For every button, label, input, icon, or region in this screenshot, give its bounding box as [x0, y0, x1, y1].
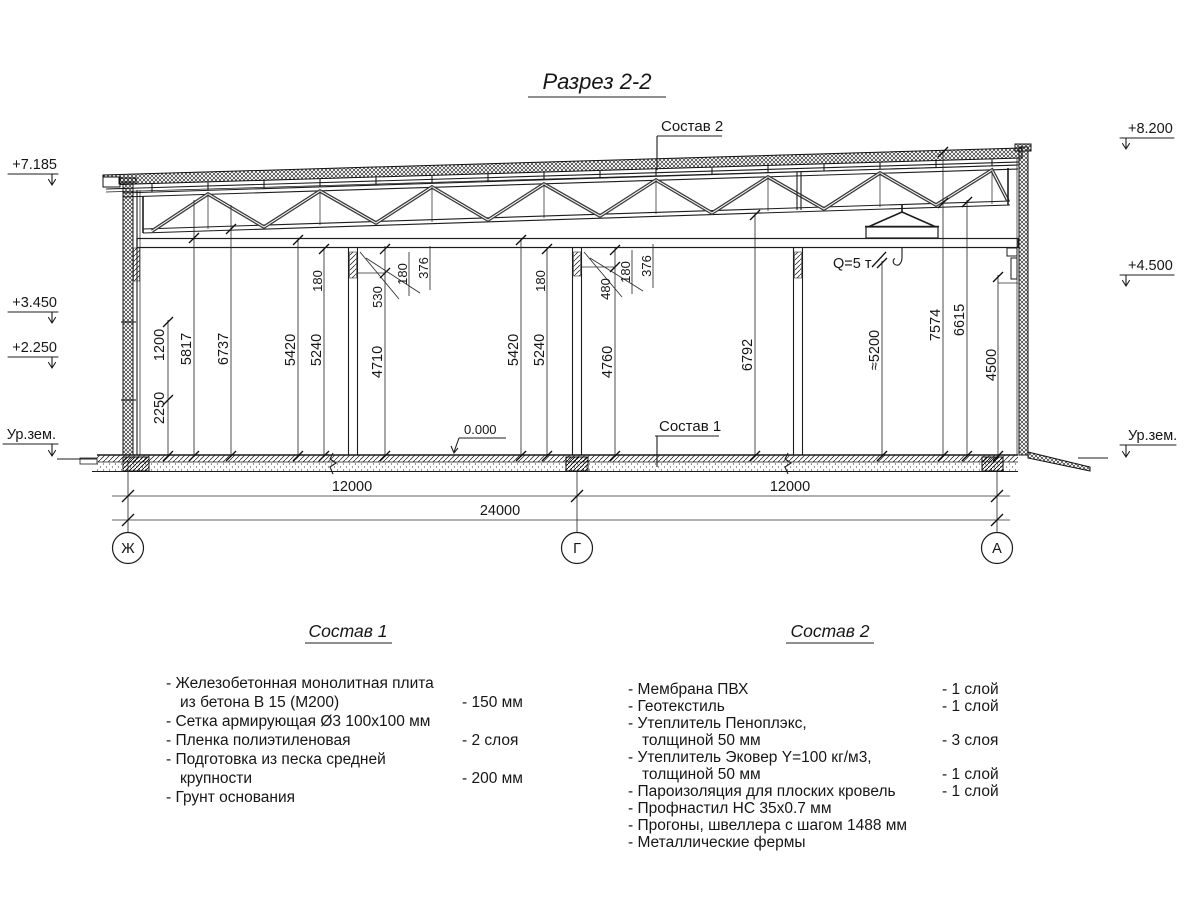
elevation-2250	[8, 340, 58, 368]
elevation-arrow-icon	[49, 174, 56, 185]
legend2-row-text: - Профнастил НС 35х0.7 мм	[628, 800, 832, 817]
dim-4710: 4710	[370, 345, 386, 379]
dim-5817: 5817	[179, 332, 195, 366]
legend2-row-text: толщиной 50 мм	[642, 766, 761, 783]
elevation-label: +7.185	[12, 157, 57, 173]
dim-5200: ≈5200	[867, 329, 883, 371]
dim-12000-right: 12000	[769, 479, 811, 495]
ground-level-left	[3, 427, 58, 456]
elevation-arrow-icon	[49, 444, 56, 456]
legend2-row-value: - 1 слой	[942, 681, 999, 698]
dim-6792: 6792	[740, 338, 756, 372]
right-apron	[1028, 452, 1090, 471]
elevation-8200	[1120, 121, 1174, 149]
dimension-ticks	[163, 147, 1003, 461]
dim-24000: 24000	[479, 503, 521, 519]
dim-7574: 7574	[928, 308, 944, 342]
legend-sostav-2	[628, 621, 999, 851]
legend2-row-value: - 3 слоя	[942, 732, 999, 749]
elevation-arrow-icon	[1123, 138, 1130, 149]
dim-4760: 4760	[600, 345, 616, 379]
dim-5240-a: 5240	[309, 333, 325, 367]
legend1-row-text: - Грунт основания	[166, 789, 295, 806]
legend1-row-value: - 150 мм	[462, 694, 523, 711]
dim-180-c: 180	[533, 270, 548, 292]
legend2-row-value: - 1 слой	[942, 766, 999, 783]
foundation-right	[982, 457, 1003, 471]
legend2-row-text: - Прогоны, швеллера с шагом 1488 мм	[628, 817, 908, 834]
elevation-4500	[1120, 258, 1174, 286]
elevation-label: +4.500	[1128, 258, 1173, 274]
legend2-row-value: - 1 слой	[942, 698, 999, 715]
column-1	[349, 248, 358, 456]
elevation-arrow-icon	[49, 357, 56, 368]
runway-beam	[137, 239, 1018, 248]
column-3	[794, 248, 803, 456]
dimension-labels	[152, 255, 1000, 424]
axis-label-zh: Ж	[121, 541, 135, 557]
right-wall	[1007, 144, 1031, 455]
vertical-dimensions	[152, 147, 1018, 461]
legend1-row-value: - 2 слоя	[462, 732, 519, 749]
dim-5240-b: 5240	[532, 333, 548, 367]
zero-level-label: 0.000	[464, 422, 497, 437]
elevation-label: +8.200	[1128, 121, 1173, 137]
dim-1200: 1200	[152, 328, 168, 362]
foundation-left	[123, 457, 149, 471]
legend2-row-text: - Утеплитель Эковер Y=100 кг/м3,	[628, 749, 872, 766]
legend1-row-text: - Сетка армирующая Ø3 100х100 мм	[166, 713, 431, 730]
dim-376-b: 376	[639, 255, 654, 277]
legend2-row-text: - Металлические фермы	[628, 834, 806, 851]
dim-180-d: 180	[618, 261, 633, 283]
roof	[103, 148, 1022, 192]
legend1-row-text: - Железобетонная монолитная плита	[166, 675, 434, 692]
legend1-row-text: - Подготовка из песка средней	[166, 751, 386, 768]
legend2-row-value: - 1 слой	[942, 783, 999, 800]
legend2-row-text: - Утеплитель Пеноплэкс,	[628, 715, 807, 732]
elevation-label: +2.250	[12, 340, 57, 356]
dim-376-a: 376	[416, 257, 431, 279]
ground-label: Ур.зем.	[6, 427, 56, 443]
legend2-row-text: - Пароизоляция для плоских кровель	[628, 783, 896, 800]
dim-4500: 4500	[984, 348, 1000, 382]
dim-12000-left: 12000	[331, 479, 373, 495]
grid-axes	[113, 533, 1013, 564]
elevation-arrow-icon	[49, 312, 56, 323]
legend2-title: Состав 2	[790, 621, 870, 641]
axis-label-a: А	[992, 541, 1002, 557]
column-2	[573, 248, 582, 456]
elevation-label: +3.450	[12, 295, 57, 311]
dim-530: 530	[370, 286, 385, 308]
dim-480: 480	[598, 278, 613, 300]
roof-left-cap	[103, 177, 120, 187]
elevation-3450	[8, 295, 58, 323]
dim-180-a: 180	[310, 270, 325, 292]
ground-level-right	[1120, 428, 1177, 457]
zero-level-mark	[451, 422, 506, 453]
elevation-7185	[8, 157, 58, 185]
crane-capacity-label: Q=5 т	[833, 256, 872, 272]
legend1-title: Состав 1	[308, 621, 388, 641]
drawing-title: Разрез 2-2	[542, 69, 652, 94]
dim-6737: 6737	[216, 332, 232, 366]
floor-slab	[57, 452, 1108, 474]
callout-label: Состав 1	[659, 418, 722, 435]
ground-label: Ур.зем.	[1128, 428, 1178, 444]
legend-sostav-1	[166, 621, 523, 806]
dim-5420-b: 5420	[506, 333, 522, 367]
legend2-row-text: толщиной 50 мм	[642, 732, 761, 749]
dim-2250: 2250	[152, 391, 168, 425]
elevation-arrow-icon	[1123, 445, 1130, 457]
legend2-row-text: - Мембрана ПВХ	[628, 681, 749, 698]
dim-180-b: 180	[395, 263, 410, 285]
dim-6615: 6615	[952, 303, 968, 337]
legend1-row-text: - Пленка полиэтиленовая	[166, 732, 351, 749]
elevation-arrow-icon	[1123, 275, 1130, 286]
callout-label: Состав 2	[661, 118, 724, 135]
legend1-row-value: - 200 мм	[462, 770, 523, 787]
legend1-row-text: крупности	[180, 770, 253, 787]
elevation-marks	[3, 121, 1177, 457]
axis-label-g: Г	[573, 541, 581, 557]
legend1-row-text: из бетона В 15 (М200)	[180, 694, 340, 711]
dim-5420-a: 5420	[283, 333, 299, 367]
legend2-row-text: - Геотекстиль	[628, 698, 725, 715]
foundation-center	[566, 457, 588, 471]
left-wall	[119, 178, 140, 455]
